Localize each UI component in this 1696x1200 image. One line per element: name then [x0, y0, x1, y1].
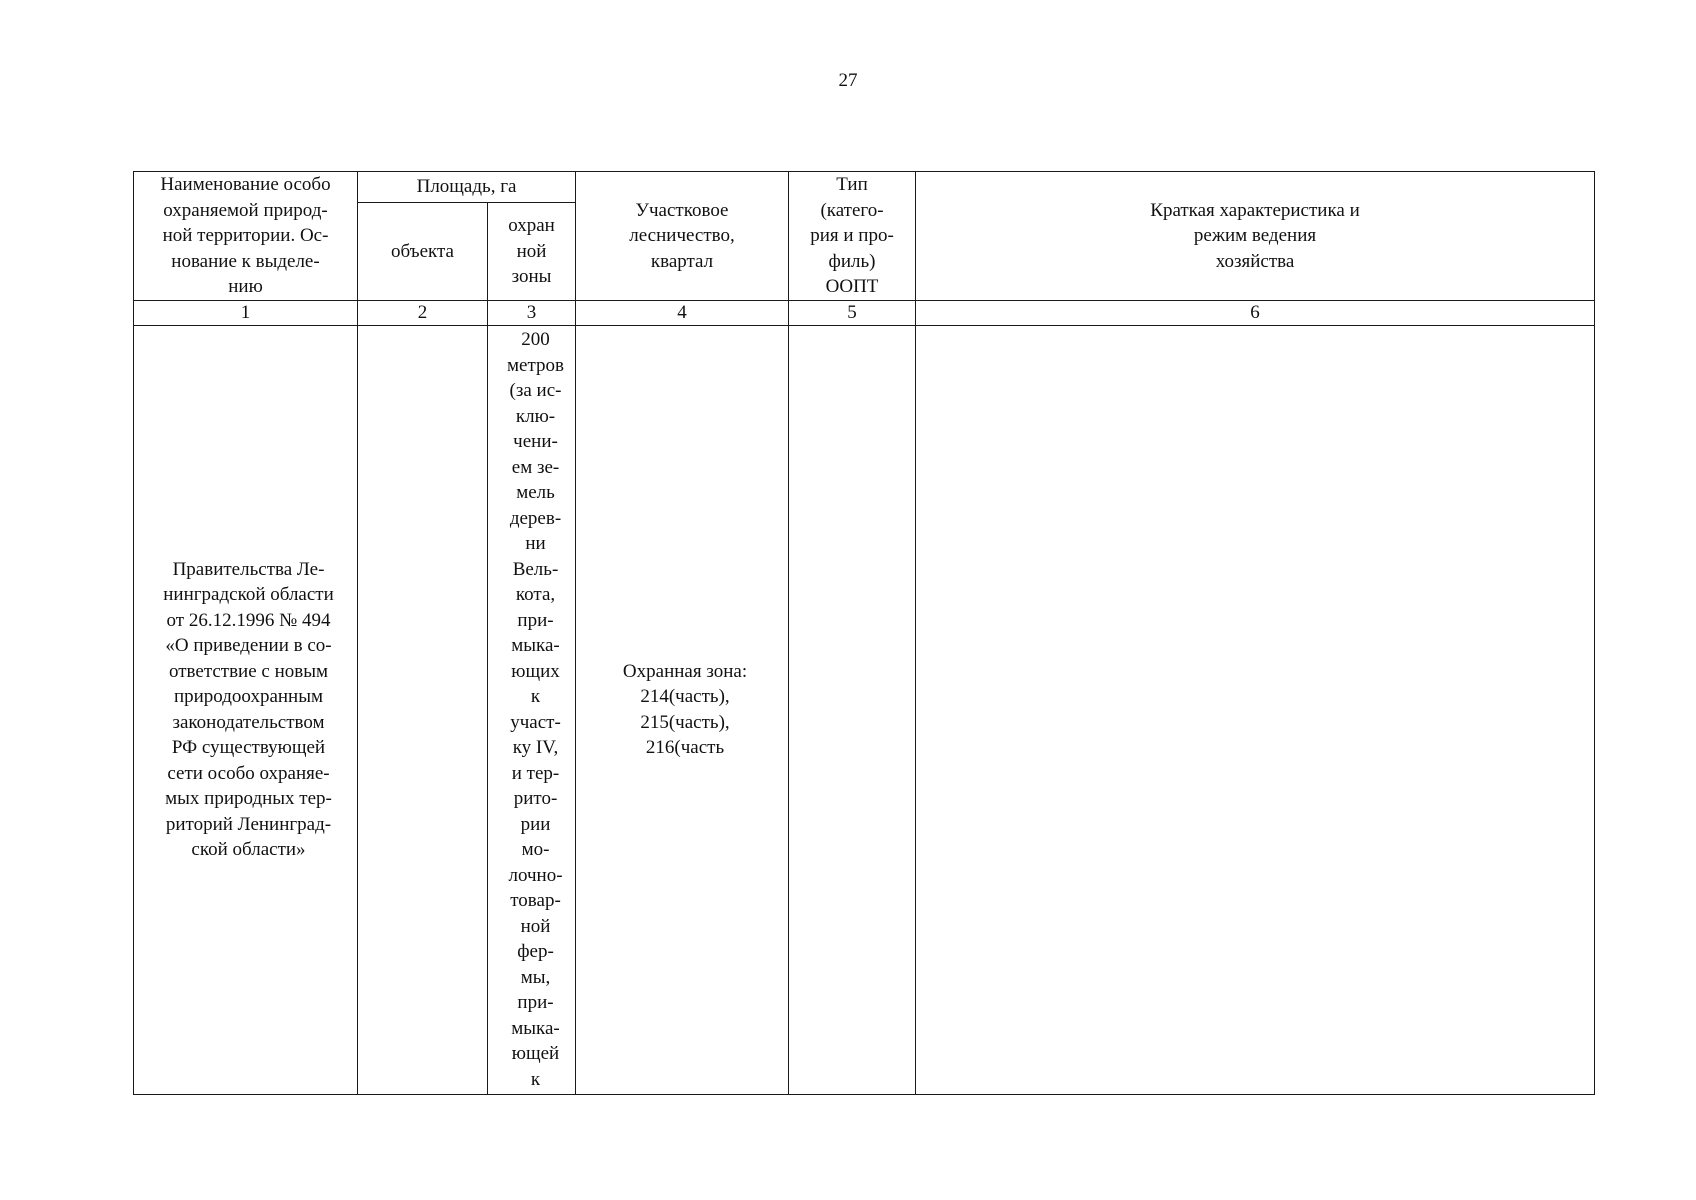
column-number: 1	[134, 300, 358, 325]
column-number: 5	[789, 300, 916, 325]
table-row	[134, 325, 1595, 1094]
header-type: Тип (катего- рия и про- филь) ООПТ	[789, 172, 916, 301]
page-number: 27	[838, 70, 858, 91]
header-description: Краткая характеристика и режим ведения хозяйства	[916, 172, 1595, 301]
cell-name: Правительства Ле- нинградской области от 26.12.1996 № 494 «О приведении в со- ответствие с новым природоохранным законодательством РФ существующей сети особо охраняе- мых природных тер- риторий Ленинград- ской области»	[134, 325, 358, 1094]
cell-area-zone: 200 метров (за ис- клю- чени- ем зе- мель дерев- ни Вель- кота, при- мыка- ющих к участ- ку IV, и тер- рито- рии мо- лочно- товар- ной фер- мы, при- мыка- ющей к	[488, 325, 576, 1094]
header-area-object: объекта	[358, 203, 488, 300]
header-area-zone: охран ной зоны	[488, 203, 576, 300]
header-name: Наименование особо охраняемой природ- ной территории. Ос- нование к выделе- нию	[134, 172, 358, 301]
column-number: 3	[488, 300, 576, 325]
cell-type	[789, 325, 916, 1094]
header-row-1	[134, 172, 1595, 203]
column-number: 6	[916, 300, 1595, 325]
column-number: 2	[358, 300, 488, 325]
header-area: Площадь, га	[358, 172, 576, 203]
cell-area-object	[358, 325, 488, 1094]
cell-description	[916, 325, 1595, 1094]
header-forestry: Участковое лесничество, квартал	[576, 172, 789, 301]
oopt-table	[133, 171, 1595, 1095]
column-number: 4	[576, 300, 789, 325]
cell-forestry: Охранная зона: 214(часть), 215(часть), 216(часть	[576, 325, 789, 1094]
column-number-row	[134, 300, 1595, 325]
